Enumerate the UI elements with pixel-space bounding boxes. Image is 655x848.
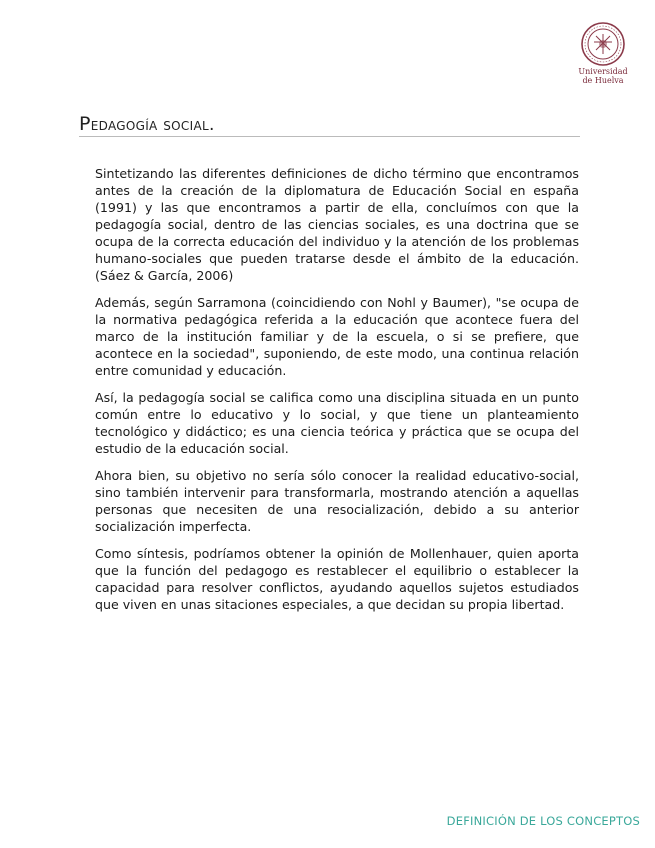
university-logo xyxy=(577,20,629,86)
title-divider xyxy=(79,136,580,137)
seal-icon xyxy=(577,20,629,70)
title-initial: P xyxy=(79,113,91,135)
paragraph-4: Ahora bien, su objetivo no sería sólo conocer la realidad educativo-social, sino también intervenir para transformarla, mostrando atención a aquellas personas que necesiten de una resocialización, debido a su anterior socialización imperfecta. xyxy=(95,468,579,534)
paragraph-5: Como síntesis, podríamos obtener la opinión de Mollenhauer, quien aporta que la función del pedagogo es restablecer el equilibrio o establecer la capacidad para resolver conflictos, ayudando aquellos sujetos estudiados que viven en unas sitaciones especiales, a que decidan su propia libertad. xyxy=(95,546,579,612)
page-title xyxy=(79,113,580,135)
paragraph-3: Así, la pedagogía social se califica como una disciplina situada en un punto común entre lo educativo y lo social, y que tiene un planteamiento tecnológico y didáctico; es una ciencia teórica y práctica que se ocupa del estudio de la educación social. xyxy=(95,390,579,456)
body-text xyxy=(95,165,579,623)
title-rest: edagogía social. xyxy=(90,115,215,135)
logo-text-line1: Universidad xyxy=(578,67,628,76)
paragraph-2: Además, según Sarramona (coincidiendo con Nohl y Baumer), "se ocupa de la normativa pedagógica referida a la educación que acontece fuera del marco de la institución familiar y de la escuela, o si se prefiere, que acontece en la sociedad", suponiendo, de este modo, una continua relación entre comunidad y educación. xyxy=(95,295,579,378)
logo-text-line2: de Huelva xyxy=(582,76,624,85)
paragraph-1: Sintetizando las diferentes definiciones de dicho término que encontramos antes de la creación de la diplomatura de Educación Social en españa (1991) y las que encontramos a partir de ella, concluímos con que la pedagogía social, dentro de las ciencias sociales, es una doctrina que se ocupa de la correcta educación del individuo y la atención de los problemas humano-sociales que pueden tratarse desde el ámbito de la educación. (Sáez & García, 2006) xyxy=(95,166,579,283)
footer-section-label: DEFINICIÓN DE LOS CONCEPTOS xyxy=(446,814,640,828)
